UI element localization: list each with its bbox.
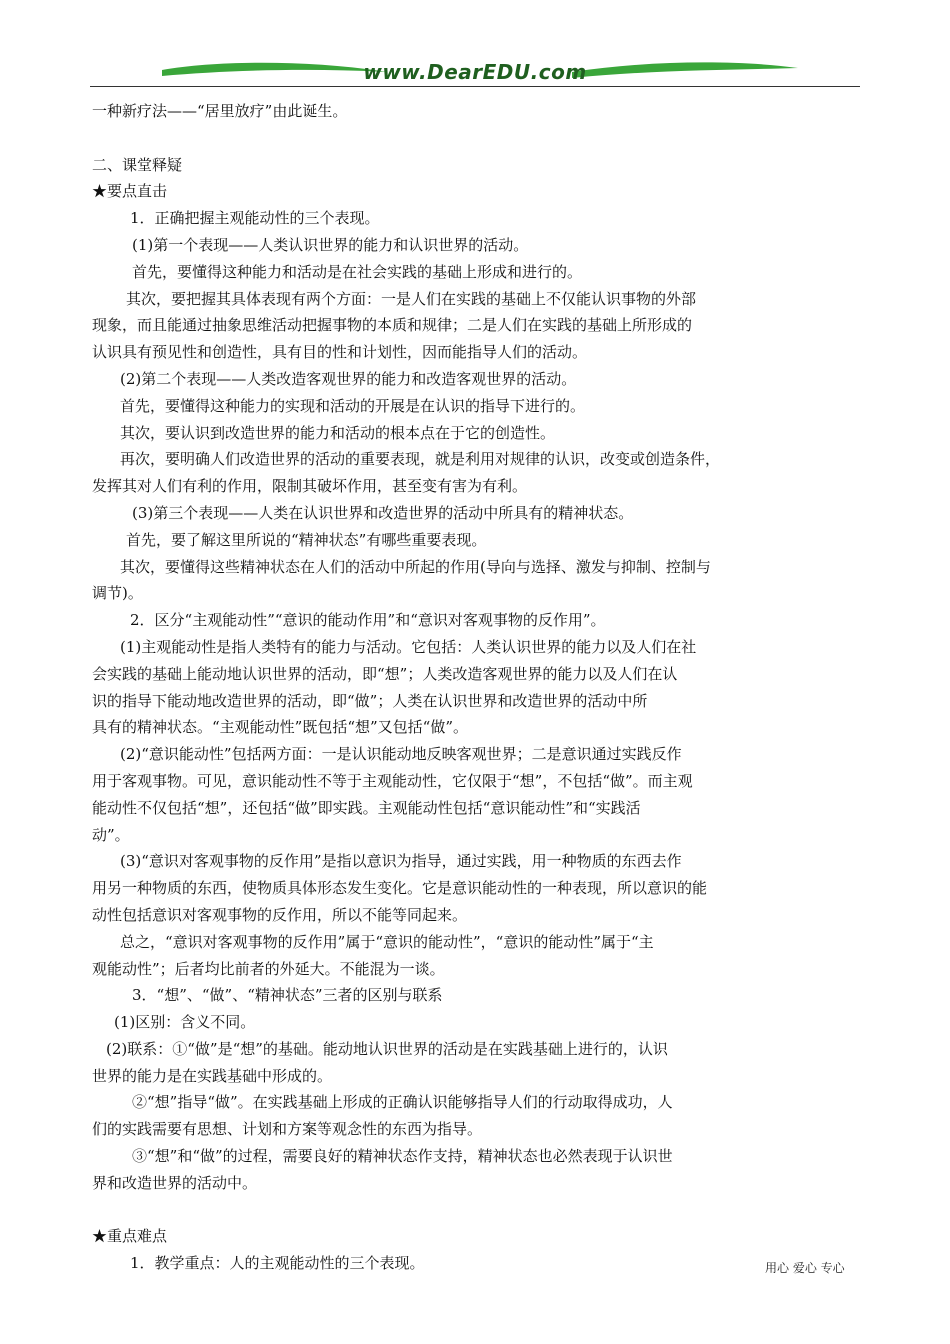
text-line: 首先，要懂得这种能力和活动是在社会实践的基础上形成和进行的。 bbox=[132, 262, 583, 281]
text-line: 动”。 bbox=[92, 825, 130, 844]
text-line: 现象，而且能通过抽象思维活动把握事物的本质和规律；二是人们在实践的基础上所形成的 bbox=[92, 316, 693, 335]
text-line: 调节)。 bbox=[92, 584, 143, 603]
text-line: 发挥其对人们有利的作用，限制其破坏作用，甚至变有害为有利。 bbox=[92, 477, 528, 496]
text-line: 会实践的基础上能动地认识世界的活动，即“想”；人类改造客观世界的能力以及人们在认 bbox=[92, 664, 678, 683]
text-line: 一种新疗法——“居里放疗”由此诞生。 bbox=[92, 102, 348, 120]
subsection-heading: ★要点直击 bbox=[92, 182, 168, 201]
text-line: (2)“意识能动性”包括两方面：一是认识能动地反映客观世界；二是意识通过实践反作 bbox=[120, 745, 682, 764]
text-line: 用于客观事物。可见，意识能动性不等于主观能动性，它仅限于“想”，不包括“做”。而主观 bbox=[92, 771, 693, 790]
point-heading: 1．正确把握主观能动性的三个表现。 bbox=[130, 209, 380, 228]
text-line: 具有的精神状态。“主观能动性”既包括“想”又包括“做”。 bbox=[92, 718, 469, 737]
text-line: (1)主观能动性是指人类特有的能力与活动。它包括：人类认识世界的能力以及人们在社 bbox=[120, 637, 697, 656]
text-line: 动性包括意识对客观事物的反作用，所以不能等同起来。 bbox=[92, 905, 468, 924]
text-line: 能动性不仅包括“想”，还包括“做”即实践。主观能动性包括“意识能动性”和“实践活 bbox=[92, 798, 641, 817]
point-heading: 1．教学重点：人的主观能动性的三个表现。 bbox=[130, 1254, 425, 1273]
text-line: 认识具有预见性和创造性，具有目的性和计划性，因而能指导人们的活动。 bbox=[92, 343, 588, 362]
header-rule bbox=[90, 86, 860, 87]
text-line: 再次，要明确人们改造世界的活动的重要表现，就是利用对规律的认识，改变或创造条件， bbox=[120, 450, 721, 469]
text-line: (3)“意识对客观事物的反作用”是指以意识为指导，通过实践，用一种物质的东西去作 bbox=[120, 852, 682, 871]
text-line: (1)区别：含义不同。 bbox=[114, 1013, 256, 1032]
point-heading: 2．区分“主观能动性”“意识的能动作用”和“意识对客观事物的反作用”。 bbox=[130, 611, 606, 630]
text-line: 识的指导下能动地改造世界的活动，即“做”；人类在认识世界和改造世界的活动中所 bbox=[92, 691, 648, 710]
text-line: 首先，要了解这里所说的“精神状态”有哪些重要表现。 bbox=[126, 530, 487, 549]
blank-line bbox=[92, 1197, 860, 1224]
text-line: ②“想”指导“做”。在实践基础上形成的正确认识能够指导人们的行动取得成功，人 bbox=[132, 1093, 673, 1112]
text-line: 世界的能力是在实践基础中形成的。 bbox=[92, 1066, 333, 1085]
text-line: 其次，要认识到改造世界的能力和活动的根本点在于它的创造性。 bbox=[120, 423, 556, 442]
text-line: 界和改造世界的活动中。 bbox=[92, 1173, 258, 1192]
point-heading: 3．“想”、“做”、“精神状态”三者的区别与联系 bbox=[132, 986, 443, 1005]
text-line: 首先，要懂得这种能力的实现和活动的开展是在认识的指导下进行的。 bbox=[120, 396, 586, 415]
site-brand: www.DearEDU.com bbox=[363, 60, 587, 84]
text-line: ③“想”和“做”的过程，需要良好的精神状态作支持，精神状态也必然表现于认识世 bbox=[132, 1147, 673, 1166]
text-line: 观能动性”；后者均比前者的外延大。不能混为一谈。 bbox=[92, 959, 445, 978]
text-line: 总之，“意识对客观事物的反作用”属于“意识的能动性”，“意识的能动性”属于“主 bbox=[120, 932, 654, 951]
text-line: 们的实践需要有思想、计划和方案等观念性的东西为指导。 bbox=[92, 1120, 483, 1139]
text-line: (2)第二个表现——人类改造客观世界的能力和改造客观世界的活动。 bbox=[120, 369, 577, 388]
document-body bbox=[92, 98, 860, 1277]
page-footer: 用心 爱心 专心 bbox=[765, 1261, 845, 1275]
section-heading: 二、课堂释疑 bbox=[92, 155, 183, 174]
text-line: 其次，要懂得这些精神状态在人们的活动中所起的作用(导向与选择、激发与抑制、控制与 bbox=[120, 557, 711, 576]
subsection-heading: ★重点难点 bbox=[92, 1227, 168, 1246]
text-line: (1)第一个表现——人类认识世界的能力和认识世界的活动。 bbox=[132, 235, 529, 254]
page-header bbox=[90, 56, 860, 92]
blank-line bbox=[92, 125, 860, 152]
text-line: 其次，要把握其具体表现有两个方面：一是人们在实践的基础上不仅能认识事物的外部 bbox=[126, 289, 697, 308]
text-line: 用另一种物质的东西，使物质具体形态发生变化。它是意识能动性的一种表现，所以意识的能 bbox=[92, 879, 708, 898]
text-line: (2)联系：①“做”是“想”的基础。能动地认识世界的活动是在实践基础上进行的，认识 bbox=[106, 1039, 668, 1058]
text-line: (3)第三个表现——人类在认识世界和改造世界的活动中所具有的精神状态。 bbox=[132, 503, 634, 522]
